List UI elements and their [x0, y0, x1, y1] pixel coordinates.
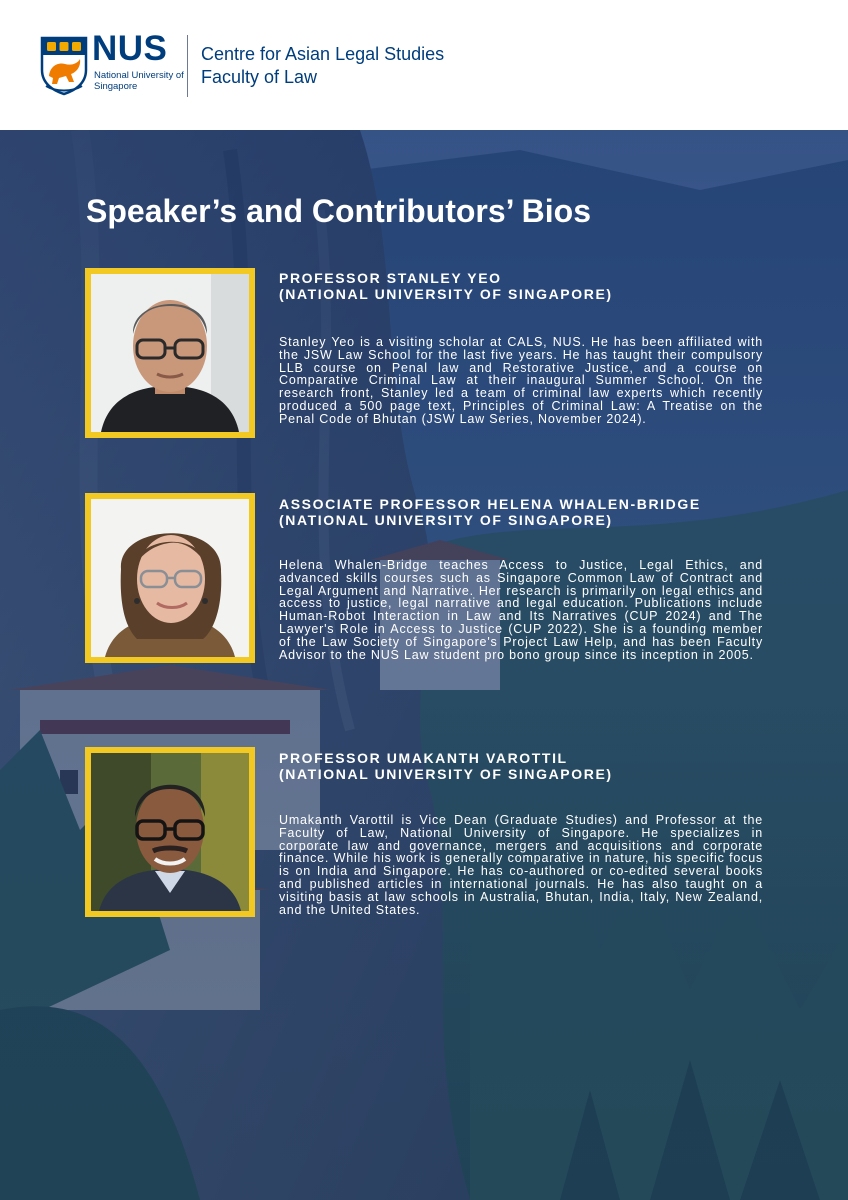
speaker-photo-stanley-yeo [85, 268, 255, 438]
nus-crest-icon [40, 36, 88, 96]
faculty-name: Faculty of Law [201, 67, 318, 87]
speaker-name-stanley-yeo [279, 270, 799, 302]
centre-name: Centre for Asian Legal Studies [201, 44, 445, 64]
portrait-icon [91, 274, 249, 432]
portrait-icon [91, 499, 249, 657]
speaker-bio-umakanth-varottil: Umakanth Varottil is Vice Dean (Graduate Studies) and Professor at the Faculty of Law, National University of Singapore. He specializes in corporate law and governance, mergers and acquisitions and corporate finance. While his work is generally comparative in nature, his specific focus is on India and Singapore. He has co-authored or co-edited several books and published articles in international journals. He has also taught on a visiting basis at law schools in Australia, Bhutan, India, Italy, New Zealand, and the United States. [279, 813, 763, 917]
nus-logo-text: NUS [92, 29, 168, 68]
speaker-affiliation: (NATIONAL UNIVERSITY OF SINGAPORE) [279, 766, 613, 782]
speaker-title: PROFESSOR STANLEY YEO [279, 270, 502, 286]
speaker-bio-helena-whalen-bridge: Helena Whalen-Bridge teaches Access to Justice, Legal Ethics, and advanced skills courses such as Singapore Common Law of Contract and Legal Argument and Narrative. Her research is primarily on legal ethics and access to justice, legal narrative and legal education. Publications include Human-Robot Interaction in Law and Its Narratives (CUP 2024) and The Lawyer's Role in Access to Justice (CUP 2022). She is a founding member of the Law Society of Singapore's Project Law Help, and has been Faculty Advisor to the NUS Law student pro bono group since its inception in 2005. [279, 558, 763, 662]
speaker-photo-helena-whalen-bridge [85, 493, 255, 663]
page-title: Speaker’s and Contributors’ Bios [86, 193, 591, 229]
page-header [0, 0, 848, 130]
speaker-affiliation: (NATIONAL UNIVERSITY OF SINGAPORE) [279, 286, 613, 302]
speaker-title: PROFESSOR UMAKANTH VAROTTIL [279, 750, 568, 766]
speaker-name-umakanth-varottil [279, 750, 799, 782]
nus-logo-subtitle: National University of Singapore [94, 70, 184, 92]
portrait-icon [91, 753, 249, 911]
speaker-affiliation: (NATIONAL UNIVERSITY OF SINGAPORE) [279, 512, 613, 528]
speaker-title: ASSOCIATE PROFESSOR HELENA WHALEN-BRIDGE [279, 496, 701, 512]
header-divider [187, 35, 188, 97]
speaker-bio-stanley-yeo: Stanley Yeo is a visiting scholar at CALS, NUS. He has been affiliated with the JSW Law School for the last five years. He has taught their compulsory LLB course on Penal law and Restorative Justice, and a course on Comparative Criminal Law at their inaugural Summer School. On the research front, Stanley led a team of criminal law experts which recently produced a 500 page text, Principles of Criminal Law: A Treatise on the Penal Code of Bhutan (JSW Law Series, November 2024). [279, 335, 763, 426]
speaker-name-helena-whalen-bridge [279, 496, 799, 528]
speaker-photo-umakanth-varottil [85, 747, 255, 917]
